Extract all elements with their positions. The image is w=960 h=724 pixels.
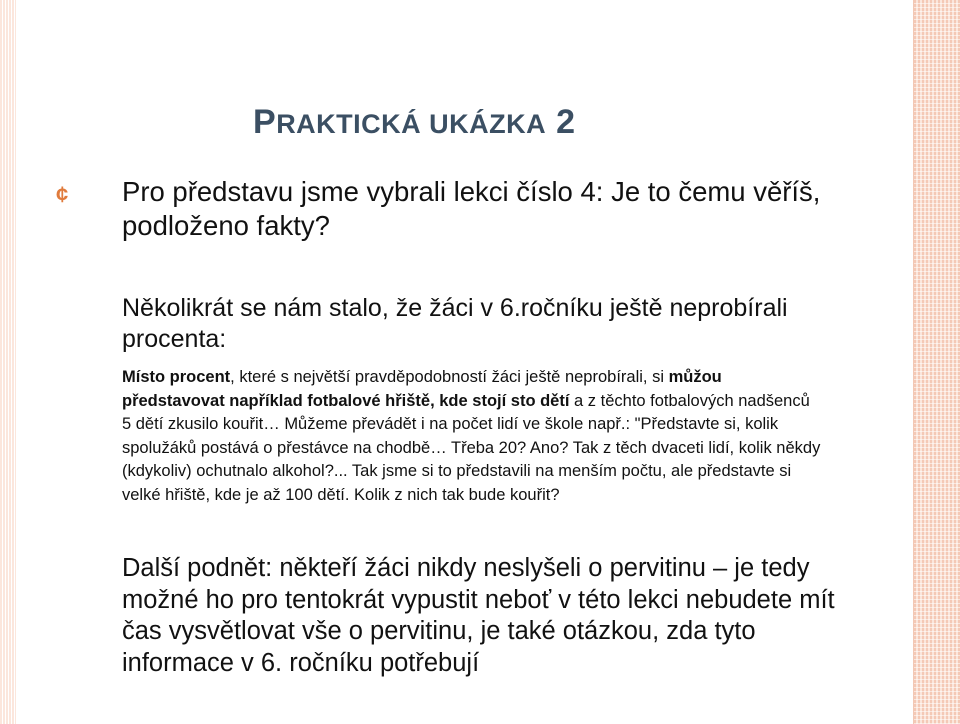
- right-decorative-pattern: [914, 0, 960, 724]
- left-decorative-stripe: [0, 0, 16, 724]
- note-paragraph: Další podnět: někteří žáci nikdy neslyšeli o pervitinu – je tedy možné ho pro tentokrát vypustit neboť v této lekci nebudete mít čas vysvětlovat vše o pervitinu, je také otázkou, zda tyto informace v 6. ročníku potřebují: [122, 554, 835, 677]
- slide-title: [253, 103, 576, 142]
- bullet-item: [56, 175, 826, 243]
- example-bold-1: Místo procent: [122, 368, 231, 386]
- example-text-1: , které s největší pravděpodobností žáci ještě neprobírali, si: [230, 368, 669, 386]
- example-bold-2: můžou představovat například fotbalové hřiště, kde stojí sto dětí: [122, 368, 722, 410]
- title-number: 2: [556, 103, 576, 141]
- title-first-letter: P: [253, 103, 277, 141]
- example-text-2: a z těchto fotbalových nadšenců 5 dětí zkusilo kouřit… Můžeme převádět i na počet lidí ve škole např.: "Představte si, kolik spolužáků postává o přestávce na chodbě… Třeba 20? Ano? Tak z těch dvaceti lidí, kolik někdy (kdykoliv) ochutnalo alkohol?... Tak jsme si to představili na menším počtu, ale představte si velké hřiště, kde je až 100 dětí. Kolik z nich tak bude kouřit?: [122, 391, 821, 504]
- title-rest: RAKTICKÁ UKÁZKA: [276, 109, 547, 139]
- example-paragraph: [122, 366, 822, 507]
- bullet-text: Pro představu jsme vybrali lekci číslo 4: Je to čemu věříš, podloženo fakty?: [122, 176, 821, 241]
- intro-paragraph: Několikrát se nám stalo, že žáci v 6.ročníku ještě neprobírali procenta:: [122, 294, 788, 353]
- bullet-icon: ¢: [56, 182, 69, 207]
